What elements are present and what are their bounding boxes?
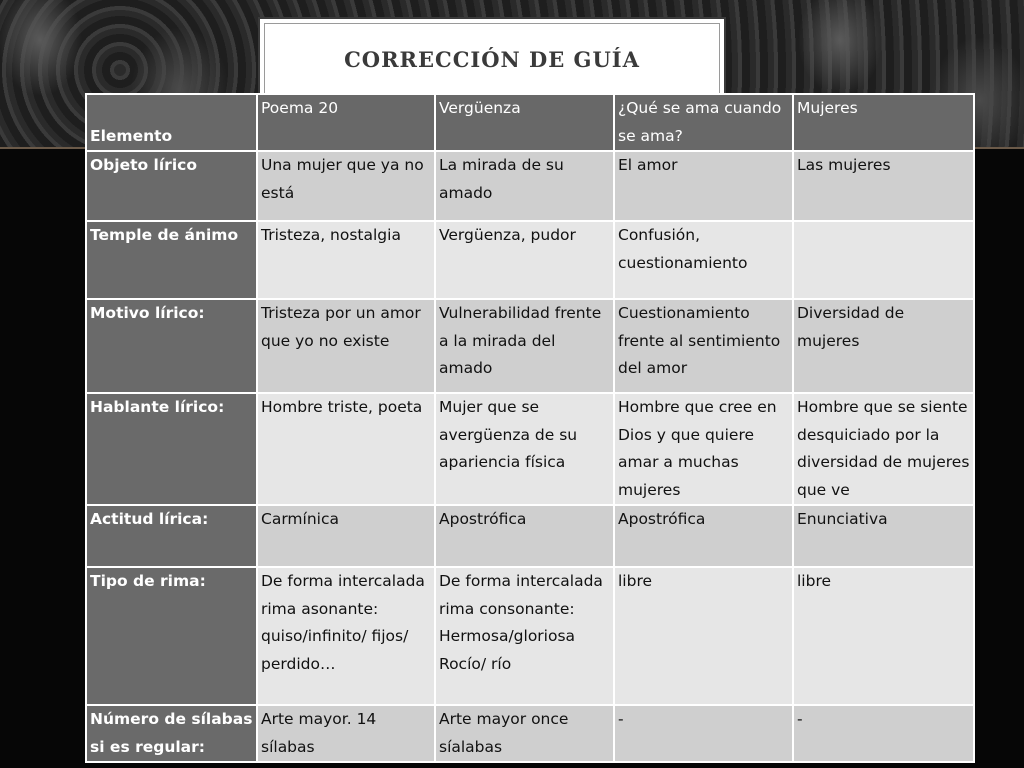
table-cell: Apostrófica (614, 505, 793, 567)
header-cell: Poema 20 (257, 94, 435, 151)
table-cell: Arte mayor once síalabas (435, 705, 614, 762)
table-row (86, 393, 974, 505)
table-row (86, 151, 974, 221)
table-header-row (86, 94, 974, 151)
table-cell: Hombre que cree en Dios y que quiere amar a muchas mujeres (614, 393, 793, 505)
table-cell: Cuestionamiento frente al sentimiento del amor (614, 299, 793, 393)
table-cell: Carmínica (257, 505, 435, 567)
table-cell: Apostrófica (435, 505, 614, 567)
table-cell: Arte mayor. 14 sílabas (257, 705, 435, 762)
table-cell: libre (614, 567, 793, 705)
table-cell: libre (793, 567, 974, 705)
row-label: Temple de ánimo (86, 221, 257, 299)
table-cell: Mujer que se avergüenza de su apariencia física (435, 393, 614, 505)
table-cell (793, 221, 974, 299)
header-cell: Elemento (86, 94, 257, 151)
table-cell: La mirada de su amado (435, 151, 614, 221)
header-cell: Vergüenza (435, 94, 614, 151)
table-cell: Hombre que se siente desquiciado por la diversidad de mujeres que ve (793, 393, 974, 505)
row-label: Objeto lírico (86, 151, 257, 221)
header-cell: Mujeres (793, 94, 974, 151)
guide-table (85, 93, 975, 763)
row-label: Motivo lírico: (86, 299, 257, 393)
table-cell: Una mujer que ya no está (257, 151, 435, 221)
table-row (86, 221, 974, 299)
row-label: Hablante lírico: (86, 393, 257, 505)
table-cell: Las mujeres (793, 151, 974, 221)
row-label: Actitud lírica: (86, 505, 257, 567)
table-cell: Vulnerabilidad frente a la mirada del amado (435, 299, 614, 393)
table-cell: Tristeza por un amor que yo no existe (257, 299, 435, 393)
title-box (258, 17, 726, 101)
row-label: Número de sílabas si es regular: (86, 705, 257, 762)
table-cell: El amor (614, 151, 793, 221)
table-cell: Confusión, cuestionamiento (614, 221, 793, 299)
slide-title: CORRECCIÓN DE GUÍA (344, 47, 640, 72)
table-cell: De forma intercalada rima consonante: Hermosa/gloriosa Rocío/ río (435, 567, 614, 705)
header-cell: ¿Qué se ama cuando se ama? (614, 94, 793, 151)
table-cell: De forma intercalada rima asonante: quiso/infinito/ fijos/ perdido… (257, 567, 435, 705)
table-row (86, 505, 974, 567)
table-cell: - (614, 705, 793, 762)
table-row (86, 705, 974, 762)
table-cell: Diversidad de mujeres (793, 299, 974, 393)
row-label: Tipo de rima: (86, 567, 257, 705)
table-cell: Enunciativa (793, 505, 974, 567)
table-cell: Tristeza, nostalgia (257, 221, 435, 299)
table-cell: Vergüenza, pudor (435, 221, 614, 299)
table-row (86, 299, 974, 393)
table-cell: Hombre triste, poeta (257, 393, 435, 505)
table-cell: - (793, 705, 974, 762)
table-row (86, 567, 974, 705)
